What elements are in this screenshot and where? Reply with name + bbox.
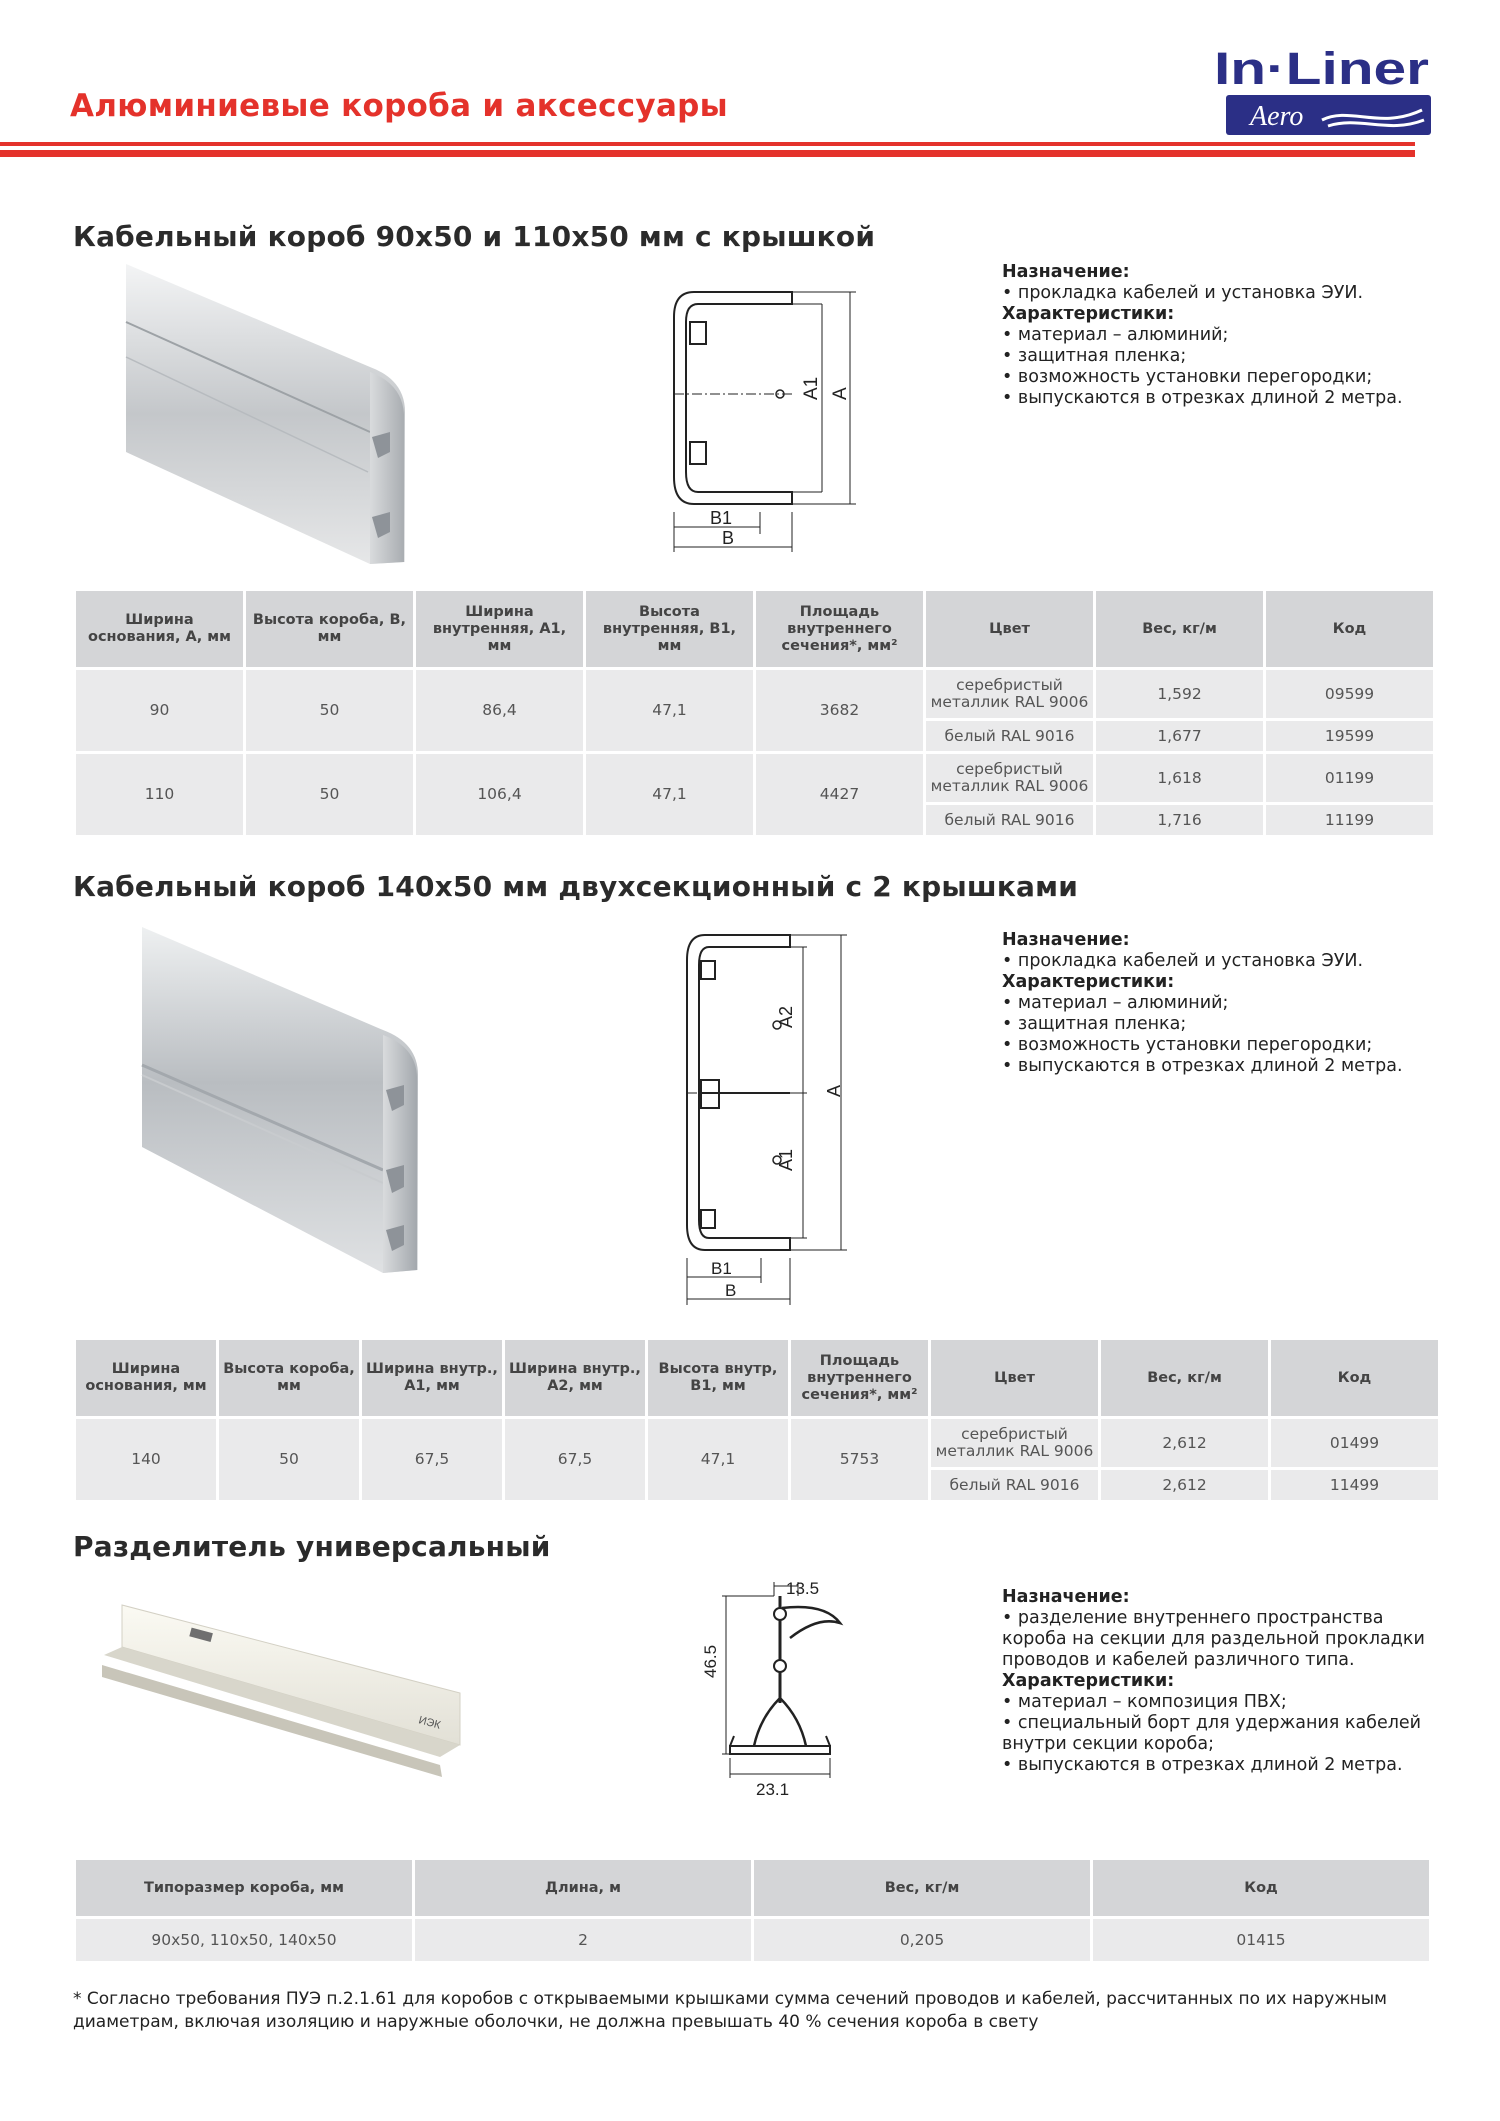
cell-inner-height: 47,1 [586,754,753,835]
dim-label-a: A [830,387,851,400]
cell-code: 01199 [1266,754,1433,802]
column-header: Ширина внутренняя, А1, мм [416,591,583,667]
cell-weight: 2,612 [1101,1419,1268,1467]
cell-height: 50 [246,670,413,751]
feature-item: • выпускаются в отрезках длиной 2 метра. [1002,1755,1403,1775]
column-header: Цвет [931,1340,1098,1416]
cell-inner-width: 86,4 [416,670,583,751]
cell-weight: 1,618 [1096,754,1263,802]
column-header: Высота внутренняя, В1, мм [586,591,753,667]
universal-divider-photo [100,1585,480,1785]
dim-label-a2: A2 [776,1005,796,1028]
table-header-row [76,1860,1429,1916]
cell-area: 3682 [756,670,923,751]
cable-duct-140x50-drawing [675,925,855,1310]
dim-label-a1: A1 [776,1148,796,1171]
cell-area: 4427 [756,754,923,835]
feature-item: • материал – композиция ПВХ; [1002,1692,1287,1712]
column-header: Вес, кг/м [1101,1340,1268,1416]
cell-weight: 0,205 [754,1919,1090,1961]
purpose-heading: Назначение: [1002,930,1130,950]
feature-item: • защитная пленка; [1002,1014,1187,1034]
column-header: Цвет [926,591,1093,667]
cell-code: 19599 [1266,721,1433,751]
cell-area: 5753 [791,1419,928,1500]
dim-label-b: B [725,1281,737,1300]
cell-weight: 1,677 [1096,721,1263,751]
section2-title: Кабельный короб 140x50 мм двухсекционный с 2 крышками [73,870,1079,903]
footnote: * Согласно требования ПУЭ п.2.1.61 для коробов с открываемыми крышками сумма сечений проводов и кабелей, рассчитанных по их наружным диаметрам, включая изоляцию и наружные оболочки, не должна превышать 40 % сечения короба в свету [73,1989,1387,2032]
dim-label-top: 13.5 [786,1579,820,1598]
column-header: Площадь внутреннего сечения*, мм² [791,1340,928,1416]
section1-spec-table [73,588,1436,838]
cell-inner-width-a1: 67,5 [362,1419,502,1500]
cell-color: белый RAL 9016 [926,805,1093,835]
table-header-row [76,591,1433,667]
feature-item: • материал – алюминий; [1002,993,1229,1013]
cell-color: серебристый металлик RAL 9006 [926,670,1093,718]
dim-label-a1: A1 [801,376,822,400]
cell-code: 11499 [1271,1470,1438,1500]
column-header: Ширина внутр., А2, мм [505,1340,645,1416]
feature-item: • выпускаются в отрезках длиной 2 метра. [1002,388,1403,408]
feature-item: • материал – алюминий; [1002,325,1229,345]
section3-description [1002,1587,1442,1776]
cell-weight: 2,612 [1101,1470,1268,1500]
feature-item: • возможность установки перегородки; [1002,367,1373,387]
column-header: Длина, м [415,1860,751,1916]
header-rule [0,142,1415,146]
dim-label-bottom: 23.1 [756,1780,790,1799]
column-header: Код [1266,591,1433,667]
features-heading: Характеристики: [1002,304,1175,324]
universal-divider-drawing [690,1578,870,1803]
table-row [76,1419,1438,1467]
feature-item: • возможность установки перегородки; [1002,1035,1373,1055]
purpose-heading: Назначение: [1002,262,1130,282]
column-header: Вес, кг/м [1096,591,1263,667]
cell-color: серебристый металлик RAL 9006 [926,754,1093,802]
section1-description [1002,262,1442,409]
page-title: Алюминиевые короба и аксессуары [70,88,728,124]
dim-label-height: 46.5 [701,1644,720,1678]
section3-title: Разделитель универсальный [73,1530,551,1563]
feature-item: • защитная пленка; [1002,346,1187,366]
column-header: Ширина внутр., А1, мм [362,1340,502,1416]
column-header: Типоразмер короба, мм [76,1860,412,1916]
section2-spec-table [73,1337,1441,1503]
purpose-item: • прокладка кабелей и установка ЭУИ. [1002,951,1364,971]
cell-code: 09599 [1266,670,1433,718]
cell-code: 11199 [1266,805,1433,835]
dim-label-b1: B1 [711,1259,732,1278]
cell-code: 01415 [1093,1919,1429,1961]
column-header: Ширина основания, мм [76,1340,216,1416]
page-header [0,0,1500,160]
cell-height: 50 [219,1419,359,1500]
section1-title: Кабельный короб 90x50 и 110x50 мм с крышкой [73,220,876,253]
cable-duct-90x50-photo [120,262,410,582]
table-row [76,670,1433,718]
cell-weight: 1,592 [1096,670,1263,718]
section2-description [1002,930,1442,1077]
purpose-item: • разделение внутреннего пространства короба на секции для раздельной прокладки проводов и кабелей различного типа. [1002,1608,1425,1670]
cable-duct-90x50-drawing [662,282,862,562]
cell-inner-height: 47,1 [586,670,753,751]
table-row [76,1919,1429,1961]
cell-color: белый RAL 9016 [926,721,1093,751]
feature-item: • специальный борт для удержания кабелей внутри секции короба; [1002,1713,1422,1754]
cell-inner-width-a2: 67,5 [505,1419,645,1500]
column-header: Код [1093,1860,1429,1916]
cell-inner-width: 106,4 [416,754,583,835]
cell-width: 90 [76,670,243,751]
features-heading: Характеристики: [1002,1671,1175,1691]
purpose-item: • прокладка кабелей и установка ЭУИ. [1002,283,1364,303]
table-header-row [76,1340,1438,1416]
cell-inner-height: 47,1 [648,1419,788,1500]
divider-print-text: ИЭК [417,1714,442,1732]
cell-width: 140 [76,1419,216,1500]
cell-color: серебристый металлик RAL 9006 [931,1419,1098,1467]
cell-length: 2 [415,1919,751,1961]
table-row [76,754,1433,802]
dim-label-b: B [722,528,735,548]
column-header: Высота короба, мм [219,1340,359,1416]
cell-width: 110 [76,754,243,835]
logo-main-text: In·Liner [1214,43,1429,94]
column-header: Ширина основания, А, мм [76,591,243,667]
dim-label-b1: B1 [710,508,733,528]
cell-size: 90x50, 110x50, 140x50 [76,1919,412,1961]
cell-weight: 1,716 [1096,805,1263,835]
features-heading: Характеристики: [1002,972,1175,992]
column-header: Площадь внутреннего сечения*, мм² [756,591,923,667]
section3-spec-table [73,1857,1432,1964]
cell-height: 50 [246,754,413,835]
column-header: Код [1271,1340,1438,1416]
column-header: Высота внутр, В1, мм [648,1340,788,1416]
header-rule-thick [0,150,1415,157]
logo-sub-text: Aero [1250,101,1304,132]
purpose-heading: Назначение: [1002,1587,1130,1607]
cell-color: белый RAL 9016 [931,1470,1098,1500]
column-header: Вес, кг/м [754,1860,1090,1916]
inliner-logo [1210,40,1435,145]
dim-label-a: A [824,1084,844,1097]
column-header: Высота короба, В, мм [246,591,413,667]
cable-duct-140x50-photo [138,925,423,1280]
cell-code: 01499 [1271,1419,1438,1467]
feature-item: • выпускаются в отрезках длиной 2 метра. [1002,1056,1403,1076]
